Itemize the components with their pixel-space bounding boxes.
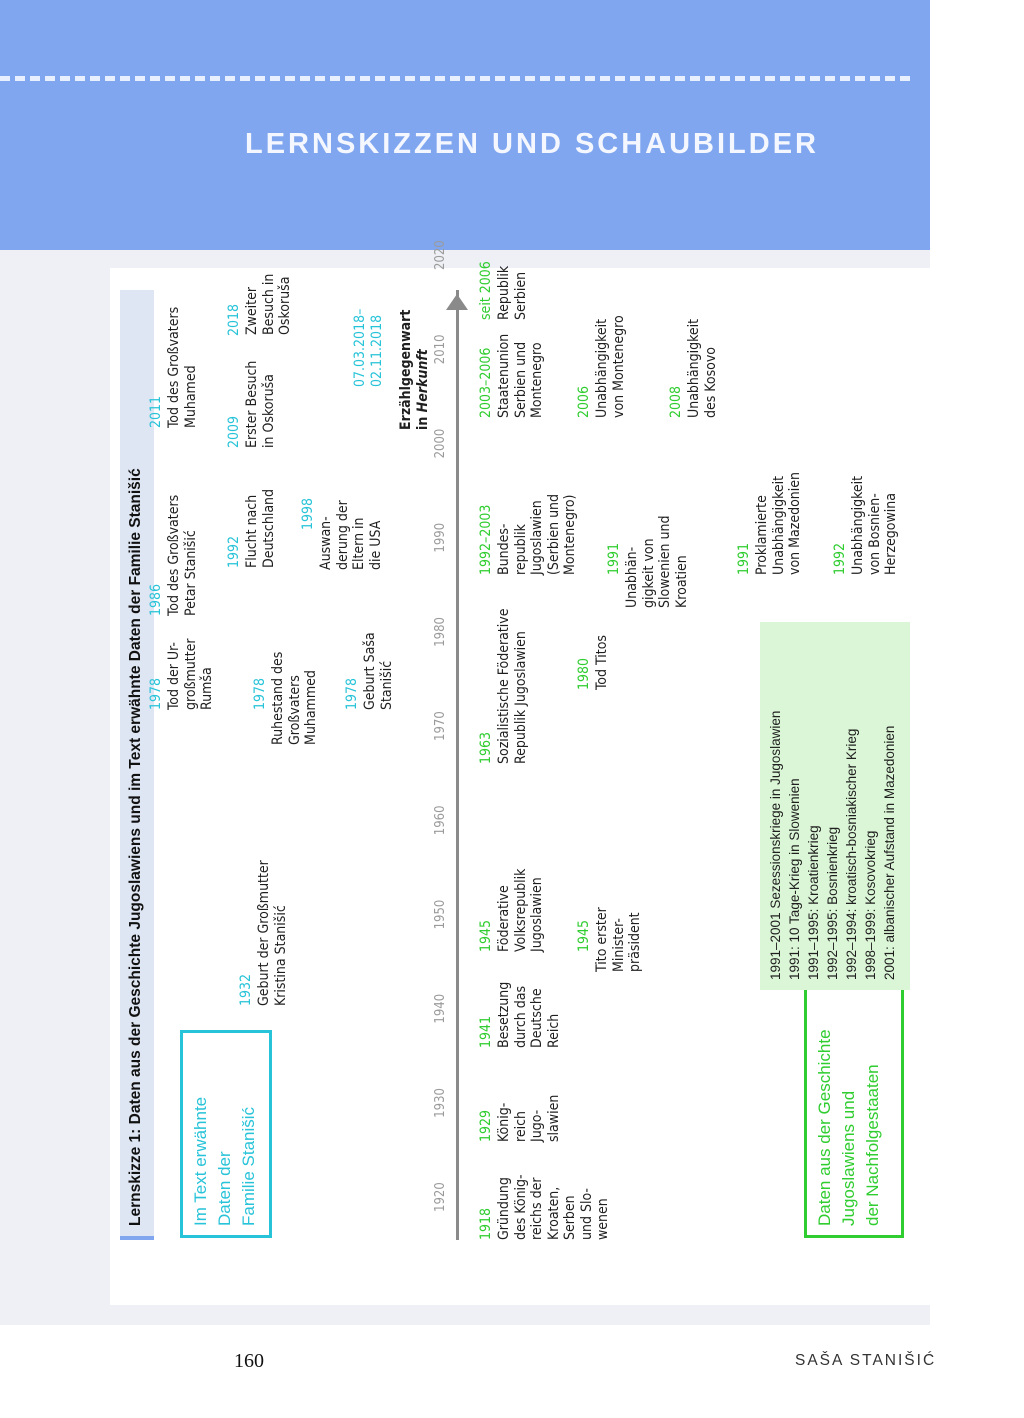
history-event-text: Unabhängigkeit des Kosovo [686, 318, 719, 418]
history-event-year: 1992–2003 [478, 504, 494, 575]
family-event-year: 1978 [148, 677, 164, 710]
family-event-text: Tod der Ur- großmutter Rumša [166, 638, 215, 710]
axis-year-label: 2000 [433, 428, 448, 459]
axis-year-label: 1970 [433, 711, 448, 741]
family-event-year: 1978 [344, 677, 360, 710]
family-event-text: Zweiter Besuch in Oskoruša [244, 273, 293, 335]
family-event-year: 1978 [252, 677, 268, 710]
history-event-text: Bundes- republik Jugoslawien (Serbien und Montenegro) [496, 493, 578, 575]
history-event-text: Föderative Volksrepublik Jugoslawien [496, 868, 545, 952]
section-title: LERNSKIZZEN UND SCHAUBILDER [245, 128, 819, 160]
axis-year-label: 1920 [433, 1182, 448, 1212]
history-event-year: 1991 [736, 542, 752, 575]
family-event-text: Ruhestand des Großvaters Muhammed [270, 651, 319, 745]
history-event-text: Besetzung durch das Deutsche Reich [496, 981, 562, 1048]
history-event-text: Sozialistische Föderative Republik Jugoslawien [496, 608, 529, 764]
history-event-year: seit 2006 [478, 261, 494, 320]
axis-year-label: 2020 [433, 240, 448, 270]
axis-year-label: 2010 [433, 334, 448, 365]
lernskizze-title-bar [120, 290, 154, 1240]
history-event-text: Proklamierte Unabhängigkeit von Mazedonien [754, 471, 803, 575]
lernskizze-title: Lernskizze 1: Daten aus der Geschichte Jugoslawiens und im Text erwähnte Daten der Familie Stanišić [127, 468, 144, 1226]
history-event-text: Gründung des König- reichs der Kroaten, Serben und Slo- wenen [496, 1174, 611, 1240]
history-event-year: 2006 [576, 385, 592, 418]
history-event-year: 1941 [478, 1015, 494, 1048]
axis-year-label: 1950 [433, 899, 448, 930]
history-event-year: 1945 [576, 919, 592, 952]
family-event-year: 2011 [148, 395, 164, 428]
page-number: 160 [234, 1350, 264, 1372]
wars-summary-box [760, 622, 910, 990]
history-event-text: Republik Serbien [496, 265, 529, 320]
family-event-text: Flucht nach Deutschland [244, 488, 277, 568]
header-band [0, 0, 930, 250]
legend-history-label: Daten aus der Geschichte Jugoslawiens und der Nachfolgestaaten [815, 1029, 882, 1226]
history-event-text: Unabhängigkeit von Bosnien- Herzegowina [850, 475, 899, 575]
history-event-year: 1991 [606, 542, 622, 575]
rotated-timeline-sheet [120, 240, 910, 1270]
family-event-text: Tod des Großvaters Petar Stanišić [166, 494, 199, 616]
axis-year-label: 1980 [433, 617, 448, 647]
family-event-text: Auswan- derung der Eltern in die USA [318, 500, 384, 570]
history-event-text: Staatenunion Serbien und Montenegro [496, 333, 545, 418]
history-event-year: 2008 [668, 385, 684, 418]
history-event-year: 2003–2006 [478, 347, 494, 418]
family-event-text: Tod des Großvaters Muhamed [166, 306, 199, 428]
family-event-text: Geburt der Großmutter Kristina Stanišić [256, 860, 289, 1006]
history-event-text: Tod Titos [594, 635, 610, 690]
axis-year-label: 1960 [433, 805, 448, 836]
history-event-year: 1918 [478, 1207, 494, 1240]
author-footer: SAŠA STANIŠIĆ [795, 1352, 937, 1369]
axis-year-label: 1990 [433, 522, 448, 553]
history-event-year: 1929 [478, 1109, 494, 1142]
family-event-year: 2018 [226, 303, 242, 336]
family-event-text: Erzählgegenwart in Herkunft [398, 309, 431, 430]
family-event-year: 1992 [226, 535, 242, 568]
wars-summary-text: 1991–2001 Sezessionskriege in Jugoslawien 1991: 10 Tage-Krieg in Slowenien 1991–1995: Kroatienkrieg 1992–1995: Bosnienkrieg 1992–1994: kroatisch-bosniakischer Krieg 1998–1999: Kosovokrieg 2001: albanischer Aufstand in Mazedonien [768, 710, 897, 980]
family-event-year: 1932 [238, 973, 254, 1006]
timeline-arrow-icon [446, 294, 468, 310]
family-event-year: 1998 [300, 497, 316, 530]
family-event-year: 07.03.2018– 02.11.2018 [352, 308, 385, 387]
history-event-text: König- reich Jugo- slawien [496, 1094, 562, 1142]
legend-history-box [804, 966, 904, 1238]
history-event-year: 1963 [478, 731, 494, 764]
axis-year-label: 1940 [433, 993, 448, 1024]
timeline-axis [456, 290, 459, 1240]
history-event-text: Unabhän- gigkeit von Slowenien und Kroatien [624, 515, 690, 608]
header-dash-divider [0, 76, 910, 81]
legend-family-label: Im Text erwähnte Daten der Familie Stanišić [191, 1096, 258, 1226]
family-event-text: Geburt Saša Stanišić [362, 632, 395, 710]
family-event-year: 1986 [148, 583, 164, 616]
history-event-text: Tito erster Minister- präsident [594, 907, 643, 972]
history-event-year: 1980 [576, 657, 592, 690]
axis-year-label: 1930 [433, 1088, 448, 1118]
legend-family-box [180, 1030, 272, 1238]
history-event-year: 1992 [832, 542, 848, 575]
family-event-year: 2009 [226, 415, 242, 448]
family-event-text: Erster Besuch in Oskoruša [244, 360, 277, 448]
history-event-text: Unabhängigkeit von Montenegro [594, 315, 627, 418]
history-event-year: 1945 [478, 919, 494, 952]
